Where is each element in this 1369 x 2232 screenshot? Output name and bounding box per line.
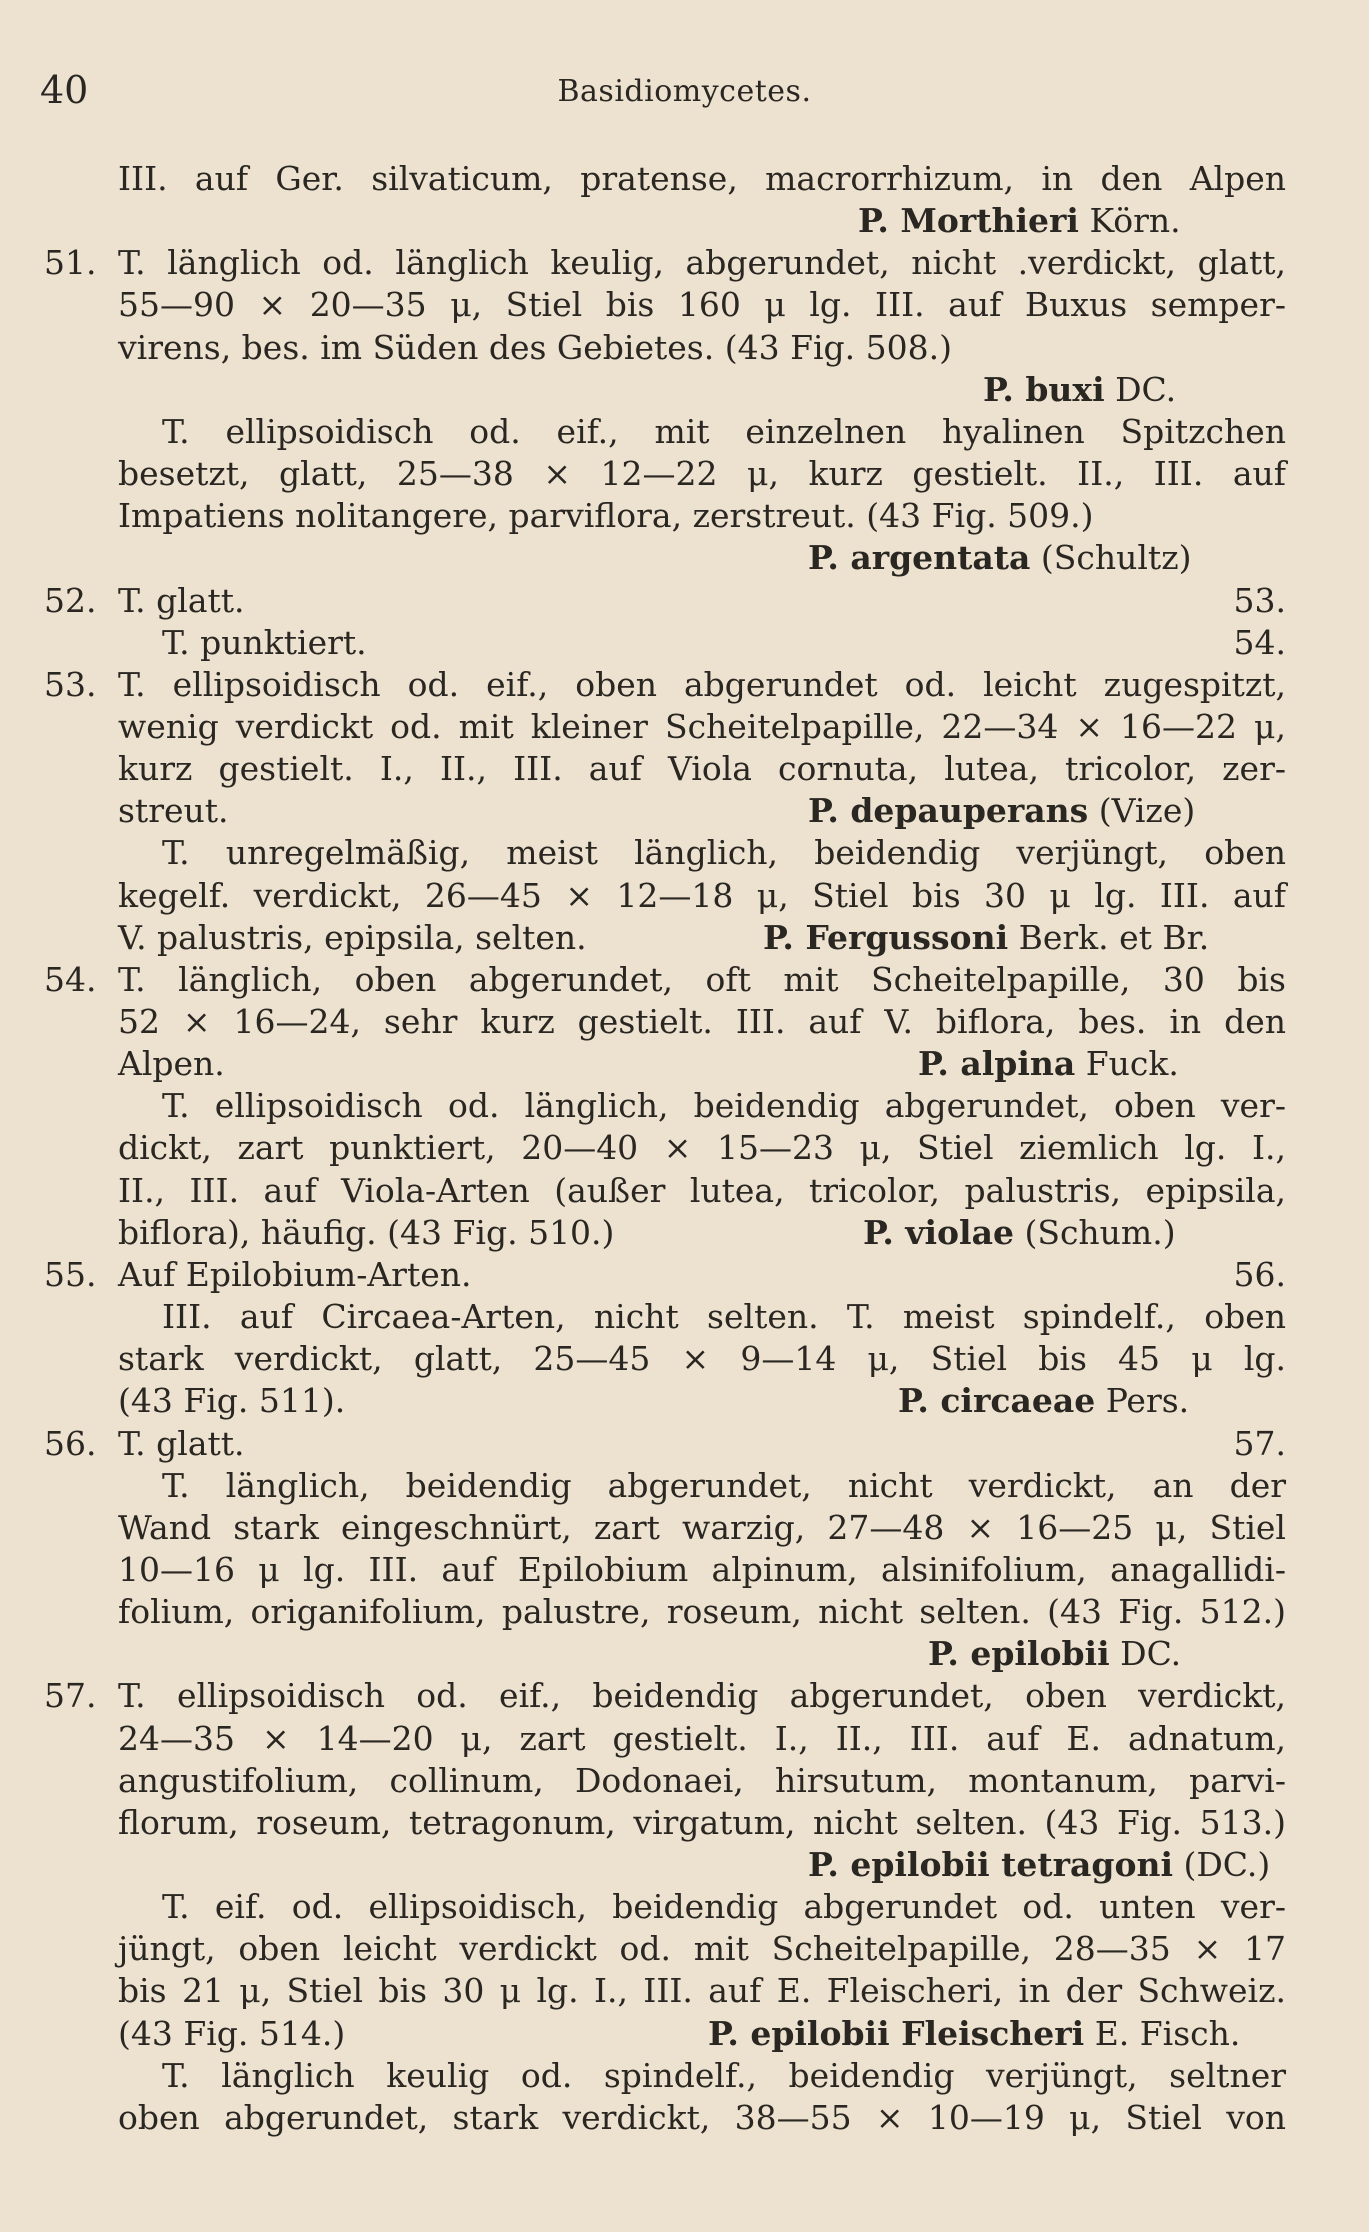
line-text: (43 Fig. 514.) — [118, 2013, 346, 2053]
text-line — [118, 2097, 1286, 2139]
text-line — [162, 411, 1286, 453]
line-text: T. glatt. — [118, 1423, 245, 1463]
line-text: oben abgerundet, stark verdickt, 38—55 × 10—19 μ, Stiel von — [118, 2097, 1286, 2137]
text-line — [118, 1802, 1286, 1844]
line-text: kurz gestielt. I., II., III. auf Viola cornuta, lutea, tricolor, zer- — [118, 749, 1286, 789]
entry-number: 57. — [44, 1676, 97, 1716]
text-line — [118, 1043, 1286, 1085]
line-text: T. ellipsoidisch od. länglich, beidendig abgerundet, oben ver- — [162, 1086, 1286, 1126]
text-line — [118, 284, 1286, 326]
text-line — [44, 580, 1286, 622]
line-text: T. punktiert. — [162, 622, 367, 662]
text-line — [118, 1549, 1286, 1591]
line-text: kegelf. verdickt, 26—45 × 12—18 μ, Stiel bis 30 μ lg. III. auf — [118, 875, 1286, 915]
species-name: P. circaeae — [898, 1381, 1096, 1421]
species-citation — [808, 1844, 1270, 1886]
species-name: P. depauperans — [808, 791, 1089, 831]
line-text: T. ellipsoidisch od. eif., beidendig abgerundet, oben verdickt, — [118, 1676, 1286, 1716]
text-line — [118, 495, 1286, 537]
species-author: Fuck. — [1075, 1044, 1179, 1084]
text-line — [44, 1254, 1286, 1296]
text-line — [118, 1970, 1286, 2012]
line-text: T. eif. od. ellipsoidisch, beidendig abgerundet od. unten ver- — [162, 1887, 1286, 1927]
text-line — [118, 706, 1286, 748]
entry-number: 54. — [44, 959, 97, 999]
line-text: Wand stark eingeschnürt, zart warzig, 27—48 × 16—25 μ, Stiel — [118, 1507, 1286, 1547]
species-author: E. Fisch. — [1084, 2013, 1241, 2053]
text-line — [118, 1928, 1286, 1970]
line-text: besetzt, glatt, 25—38 × 12—22 μ, kurz gestielt. II., III. auf — [118, 454, 1286, 494]
text-line — [118, 200, 1286, 242]
species-citation — [863, 1212, 1176, 1254]
species-citation — [858, 200, 1181, 242]
species-author: (Schultz) — [1030, 538, 1192, 578]
text-line — [118, 369, 1286, 411]
line-text: stark verdickt, glatt, 25—45 × 9—14 μ, Stiel bis 45 μ lg. — [118, 1339, 1286, 1379]
species-author: DC. — [1109, 1634, 1182, 1674]
text-line — [162, 1465, 1286, 1507]
line-text: T. glatt. — [118, 580, 245, 620]
text-line — [44, 664, 1286, 706]
species-author: Berk. et Br. — [1008, 917, 1210, 957]
line-text: wenig verdickt od. mit kleiner Scheitelpapille, 22—34 × 16—22 μ, — [118, 706, 1286, 746]
line-text: streut. — [118, 791, 229, 831]
line-text: virens, bes. im Süden des Gebietes. (43 Fig. 508.) — [118, 327, 952, 367]
text-line — [118, 327, 1286, 369]
line-text: T. länglich, beidendig abgerundet, nicht verdickt, an der — [162, 1465, 1286, 1505]
species-name: P. epilobii — [928, 1634, 1110, 1674]
entry-number: 51. — [44, 243, 97, 283]
species-author: DC. — [1104, 369, 1177, 409]
text-line — [118, 1001, 1286, 1043]
entry-number: 56. — [44, 1423, 97, 1463]
species-citation — [898, 1380, 1189, 1422]
species-name: P. alpina — [918, 1044, 1076, 1084]
text-line — [118, 2013, 1286, 2055]
line-text: T. länglich od. länglich keulig, abgerundet, nicht .verdickt, glatt, — [118, 243, 1286, 283]
entry-number: 55. — [44, 1254, 97, 1294]
line-text: angustifolium, collinum, Dodonaei, hirsutum, montanum, parvi- — [118, 1760, 1286, 1800]
line-text: II., III. auf Viola-Arten (außer lutea, tricolor, palustris, epipsila, — [118, 1170, 1286, 1210]
species-citation — [983, 369, 1176, 411]
line-text: bis 21 μ, Stiel bis 30 μ lg. I., III. auf E. Fleischeri, in der Schweiz. — [118, 1971, 1286, 2011]
line-text: (43 Fig. 511). — [118, 1381, 346, 1421]
species-citation — [763, 917, 1209, 959]
text-line — [162, 1296, 1286, 1338]
text-line — [162, 622, 1286, 664]
line-text: jüngt, oben leicht verdickt od. mit Scheitelpapille, 28—35 × 17 — [118, 1929, 1286, 1969]
text-line — [44, 1423, 1286, 1465]
key-reference: 56. — [1233, 1254, 1286, 1294]
running-title: Basidiomycetes. — [557, 74, 812, 109]
line-text: biflora), häufig. (43 Fig. 510.) — [118, 1212, 615, 1252]
text-line — [118, 1170, 1286, 1212]
line-text: Auf Epilobium-Arten. — [118, 1254, 472, 1294]
line-text: 52 × 16—24, sehr kurz gestielt. III. auf V. biflora, bes. in den — [118, 1002, 1286, 1041]
text-line — [118, 1591, 1286, 1633]
line-text: T. ellipsoidisch od. eif., oben abgerundet od. leicht zugespitzt, — [118, 664, 1286, 704]
species-name: P. Morthieri — [858, 201, 1079, 241]
text-line — [118, 1718, 1286, 1760]
species-name: P. Fergussoni — [763, 917, 1009, 957]
text-line — [118, 158, 1286, 200]
text-line — [162, 2055, 1286, 2097]
species-author: (DC.) — [1172, 1845, 1271, 1884]
page-number: 40 — [40, 68, 89, 112]
text-line — [118, 537, 1286, 579]
text-line — [118, 748, 1286, 790]
key-reference: 53. — [1233, 580, 1286, 620]
species-author: Pers. — [1095, 1381, 1190, 1421]
species-author: (Schum.) — [1013, 1212, 1176, 1252]
species-citation — [808, 537, 1191, 579]
text-line — [44, 242, 1286, 284]
line-text: dickt, zart punktiert, 20—40 × 15—23 μ, Stiel ziemlich lg. I., — [118, 1128, 1286, 1168]
text-line — [44, 959, 1286, 1001]
species-citation — [928, 1633, 1181, 1675]
line-text: florum, roseum, tetragonum, virgatum, nicht selten. (43 Fig. 513.) — [118, 1802, 1286, 1842]
text-line — [118, 453, 1286, 495]
species-author: (Vize) — [1088, 791, 1196, 831]
text-line — [162, 1085, 1286, 1127]
line-text: T. länglich keulig od. spindelf., beidendig verjüngt, seltner — [162, 2055, 1286, 2095]
text-line — [118, 1507, 1286, 1549]
line-text: T. ellipsoidisch od. eif., mit einzelnen hyalinen Spitzchen — [162, 411, 1286, 451]
species-name: P. epilobii tetragoni — [808, 1845, 1173, 1884]
text-line — [118, 1633, 1286, 1675]
text-line — [118, 875, 1286, 917]
line-text: Alpen. — [118, 1044, 225, 1084]
text-line — [118, 1127, 1286, 1169]
line-text: III. auf Ger. silvaticum, pratense, macrorrhizum, in den Alpen — [118, 159, 1286, 198]
species-name: P. epilobii Fleischeri — [708, 2013, 1085, 2053]
text-line — [118, 1380, 1286, 1422]
line-text: T. länglich, oben abgerundet, oft mit Scheitelpapille, 30 bis — [118, 959, 1286, 999]
line-text: 24—35 × 14—20 μ, zart gestielt. I., II., III. auf E. adnatum, — [118, 1718, 1286, 1758]
line-text: III. auf Circaea-Arten, nicht selten. T. meist spindelf., oben — [162, 1297, 1286, 1337]
species-name: P. argentata — [808, 538, 1031, 578]
text-line — [118, 1760, 1286, 1802]
line-text: folium, origanifolium, palustre, roseum, nicht selten. (43 Fig. 512.) — [118, 1592, 1286, 1632]
entry-number: 52. — [44, 580, 97, 620]
text-line — [44, 1675, 1286, 1717]
key-reference: 57. — [1233, 1423, 1286, 1463]
entry-number: 53. — [44, 664, 97, 704]
text-line — [118, 1212, 1286, 1254]
line-text: T. unregelmäßig, meist länglich, beidendig verjüngt, oben — [162, 833, 1286, 873]
text-line — [162, 1886, 1286, 1928]
species-citation — [808, 790, 1195, 832]
key-reference: 54. — [1233, 622, 1286, 662]
line-text: Impatiens nolitangere, parviflora, zerstreut. (43 Fig. 509.) — [118, 496, 1094, 536]
species-name: P. buxi — [983, 369, 1105, 409]
line-text: V. palustris, epipsila, selten. — [118, 917, 587, 957]
line-text: 10—16 μ lg. III. auf Epilobium alpinum, alsinifolium, anagallidi- — [118, 1549, 1286, 1589]
species-name: P. violae — [863, 1212, 1014, 1252]
species-author: Körn. — [1078, 201, 1181, 241]
species-citation — [918, 1043, 1179, 1085]
text-line — [118, 1844, 1286, 1886]
text-line — [162, 832, 1286, 874]
text-line — [118, 917, 1286, 959]
text-line — [118, 790, 1286, 832]
line-text: 55—90 × 20—35 μ, Stiel bis 160 μ lg. III. auf Buxus semper- — [118, 285, 1286, 325]
species-citation — [708, 2013, 1240, 2055]
text-line — [118, 1338, 1286, 1380]
